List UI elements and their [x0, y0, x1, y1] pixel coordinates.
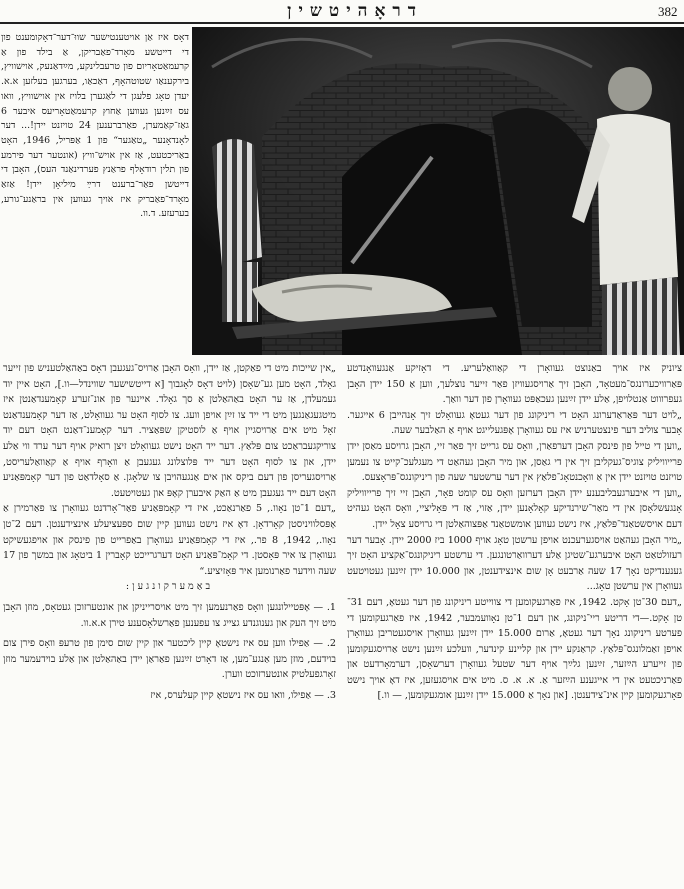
- right-paragraph-4: „ווען די איבערגעבליבענע יידן האָבן דערזען וואָס עס קומט פאָר, האָבן זיי זיך פרייוויליק אָנגעשלאָסן אין די מאַר־שירנדיקע קאָלאָנען יידן, אַזוי, אַז די פּאָליציי, וואָס האָט געהיט דעם אויסשטאַנד־פּלאַץ, איז נישט געווען אומשטאַנד אַפּצוהאַלטן די גרויסע צאָל יידן.: [347, 487, 682, 530]
- right-paragraph-6: „דעם 30־טן אָקט. 1942, איז פאַרגעקומען די צווייטע ריניקונג פון דער געטאָ, דעם 31־טן אָקט.—די דריטע ריי־ניקונג, און דעם 1־טן נאָוועמבער, 1942, איז פאַרגעקומען די פערטע ריניקונג נאָך דער געטאָ, אַרום 15.000 יידן זײַנען געוואָרן אויסגעטריבן געוואָרן אויפן זאַמלונגס־פּלאַץ. קראַנקע יידן און קליינע קינדער, וועלכע זײַנען נישט אַרויסגעקומען פון זייערע הײַזער, זײַנען גלײַך אויף דער שטעל געוואָרן דערשאָסן, דערמאָרדעט און פאַרניכטעט אין די אייגענע הײַזער אַ. א. א. ס. מיט אים אויסגעזען, איז דאָ אויך נישט פאָרגעקומען קיין אינ־צידענטן. [און נאָך אַ 15.000 יידן זײַנען אומגעקומען, — וו.]: [347, 596, 682, 702]
- crematorium-photo: [192, 27, 684, 355]
- running-title: דראָהיטשין: [287, 1, 423, 21]
- note-2: 2. — אַפילו ווען עס איז נישטאָ קיין ליכטער און קיין שום סימן פון טרעפּ וואָס פירן צום בוידעם, מוזן מען אַנגע־מען, אַז דאָרט זײַנען פאַראַן יידן באַהאַלטן און אַלע בוידעמער מוזן זאָרגפעלטיק אונטערזוכט ווערן.: [3, 638, 336, 681]
- right-paragraph-5: „מיר האָבן געהאַט אויסגערעכנט אויפן ערשטן טאָג אויף 1000 ביז 2000 יידן. אָבער דער רעזולטאַט האָט איבערגע־שטיגן אַלע דערוואַרטונגען. די ערשטע ריניקונגס־אַקציע האָט זיך גענענדיקט נאָך 17 שעה אַרבעט אָן שום אינצידענטן, און 10.000 יידן זײַנען געטויטעט געוואָרן אין ערשטן טאָג...: [347, 534, 682, 593]
- right-paragraph-1: ציוניק איז אויך באַנוצט געוואָרן די קאַוואַלעריע. די דאָזיקע אַנגעוואָנדטע פּאַרוויכערונגס־מעטאָד, האָבן זיך אַרויסגעוויזן פאַר זייער נוצלעך, ווען אַ 150 יידן האָבן געפרוווט אַנטלויפן, אַלע יידן זײַנען געכאַפּט געוואָרן פון דער וואַך.: [347, 363, 682, 406]
- note-3: 3. — אַפילו, וואו עס איז נישטאָ קיין קעלערס, איז: [150, 689, 336, 701]
- notes-heading: באַמערקונגען:: [125, 581, 214, 593]
- photo-caption: [1, 31, 189, 353]
- right-column: [347, 361, 682, 889]
- left-paragraph-1: „אין שייכות מיט די פאַקטן, אַז יידן, וואָס האָבן אַרויס־געגעבן דאָס באַהאַלטעניש פון זייער גאָלד, האָט מען גע־שאָסן (לויט דאָס לאָגבוך [א דייטשישער שווינדל—וו.], האָט איין יוד געמעלדן, אַז ער האָט באַהאַלטן אַ סך גאָלד. איינער פון אונ־זערע קאָמענדאַנטן איז מיטגעגאַנגען מיט די ייד צו זײַן אויפן וועג. צו לסוף האָט ער געוואָלט, אַז דער קאָמענדאַנט זאָל מיט אים אַרויסגיין אויף אַ לוסטיקן שפּאַציר. דער קאָמענ־דאַנט האָט דעם יוד צוריקגעבראַכט צום פּלאַץ. דער ייד האָט נישט געוואָלט זיצן רואיק אויף דער ערד ווי אַלע יידן, און צו לסוף האָט דער ייד פּלוצלונג געגעבן אַ וואָרף אויף אַ קאַוואַלעריסט, אַרויסגעריסן פון דעם ביקס און אים אַנגעהויבן צו שלאָגן. אַ סאָלדאַט פון דער קאָמפּאַניע האָט דעם ייד געגעבן מיט אַ האַק איבערן קאָפּ און געטויטעט.: [3, 363, 336, 499]
- header-rule: [0, 22, 684, 24]
- page-number: 382: [658, 4, 678, 19]
- photo-illustration: [192, 27, 684, 355]
- running-header: [0, 0, 684, 24]
- right-paragraph-2: „לויט דער פּאַראַדערונג האָט די ריניקונג פון דער געטאָ געוואָלט זיך אָנהייבן 6 אייגער. אָבער צוליב דער פינצטערניש איז עס געוואָרן אָפּגעלייגט אויף אַ האַלבער שעה.: [347, 409, 682, 437]
- note-1: 1. — אָפּטיילונגען וואָס פאַרנעמען זיך מיט אויסרייניקן און אונטערזוכן געטאָס, מוזן האָבן מיט זיך העק און גענוגנדע גצייג צו עפענען פאַרשלאָסענע טירן א.א.וו.: [3, 601, 336, 629]
- right-paragraph-3: „ווען די טייל פון פינסק האָבן דערפאַרן, וואָס עס גרייט זיך פאַר זיי, האָבן גרויסע מאַסן יידן פרייוויליק צוגיס־געקליבן זיך אין די גאַסן, און מיר האָבן געהאַט די מעגלעכ־קייט צו נעמען טויזנט טויזנט יידן אין אַ וואָכנטאָג־פלאַץ אין דער ערשטער שעה פון ריניקונגס־פּראָצעס.: [347, 440, 682, 484]
- left-column: [3, 361, 336, 889]
- left-paragraph-2: „דעם 1־טן נאָוו., 5 פאַרנאַכט, איז די קאָמפּאַניע פאַר־אָרדנט געוואָרן צו פאַרמירן אַ אָפּסלוויניסטן קאָרדאָן. דאָ איז נישט געווען קיין שום ספּעציעלע אינצידענטן. דעם 2־טן נאָוו., 1942, 8 פר., איז די קאָמפּאַניע געוואָרן באַפרייט פון פינסק און אויפגעשיקט געוואָרן צו איר פּאָסטן. די קאָמ־פּאַניע האָט דערגרייכט קאָברין 1 ביטאָג און במשך פון 17 שעה ווידער פאַרנומען איר פּאָזיציע.“: [3, 503, 336, 577]
- caption-text: דאָס איז אַן אויטענטישער שווּ־דער־דאָקומענט פון די דייטשע מאָרד־פאַבריקן, אַ בילד פון אַ קרעמאַטאָריום פון טרעבלינקע, מײַדאַנעק, אוישוויץ, בירקענאַו שטוטהאָף, דאַכאַו, בערגען בעלזען א.א. יעדן טאָג פלעגן די לאַגערן בלויז אין אוישוויץ, וואו עס זײַנען געווען אַחוץ קרעמאַטאָריעס איבער 6 גאַז־קאַמערן, פאַרברענען 24 טויזנט יידן!... דער לאָנדאָנער „טאַגער“ פון 1 אַפּריל, 1946, האָט באַריכטעט, אַז אין אויש־וויץ (אונטער דער פירמע פון תלין רודאָלף פראַנץ פערדינאַנד העס), האָבן די דייטשן פאַר־ברענט דרײַ מיליאָן יידן! אַזאַ מאָרד־פאַבריק איז אויך געווען אין בראַנע־גורע, בערעזע. ד.וו.: [1, 32, 189, 220]
